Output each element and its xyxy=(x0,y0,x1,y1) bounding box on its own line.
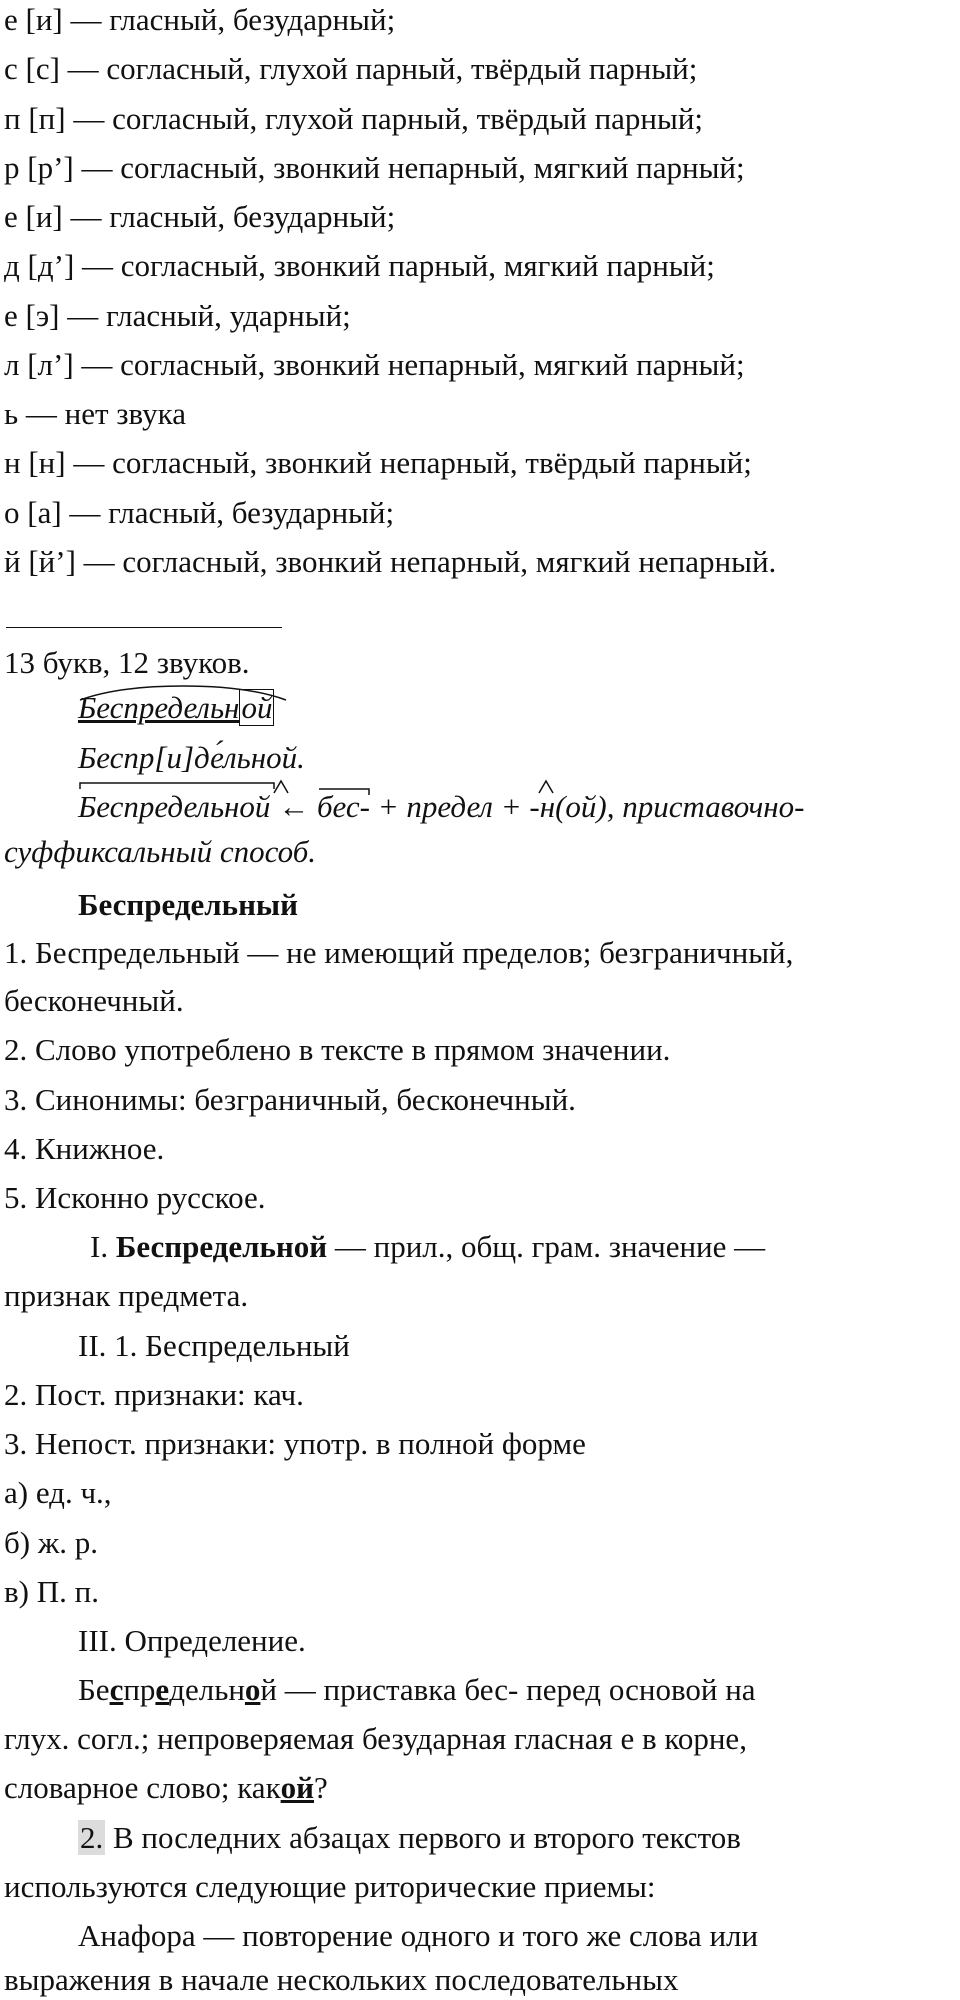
lexical-line: 2. Слово употреблено в тексте в прямом значении. xyxy=(4,1032,671,1067)
stem-text: Беспредельн xyxy=(78,690,240,725)
phonetic-line: н [н] — согласный, звонкий непарный, твёрдый парный; xyxy=(4,445,752,480)
task2-line: используются следующие риторические приемы: xyxy=(4,1869,656,1904)
morph-iii-line: III. Определение. xyxy=(78,1623,306,1658)
stem-arc-icon xyxy=(78,684,288,702)
morph-line: б) ж. р. xyxy=(4,1525,99,1560)
phonetic-line: л [л’] — согласный, звонкий непарный, мягкий парный; xyxy=(4,347,745,382)
morphemic-breakdown xyxy=(78,688,274,728)
morph-i-line: I. Беспредельной — прил., общ. грам. значение — xyxy=(90,1229,766,1264)
orthogram-letter: е xyxy=(155,1672,170,1707)
morph-line: в) П. п. xyxy=(4,1574,99,1609)
orthogram-letter: с xyxy=(109,1672,124,1707)
root-text: предел xyxy=(406,789,493,824)
lexical-line: 1. Беспредельный — не имеющий пределов; безграничный, xyxy=(4,935,794,970)
task2-line: 2. В последних абзацах первого и второго текстов xyxy=(80,1820,741,1855)
lexical-line: 5. Исконно русское. xyxy=(4,1180,266,1215)
phonetic-line: ь — нет звука xyxy=(4,396,186,431)
phonetic-line: й [й’] — согласный, звонкий непарный, мягкий непарный. xyxy=(4,544,777,579)
task2-line: Анафора — повторение одного и того же слова или xyxy=(78,1918,759,1953)
ending-text: ой xyxy=(241,690,273,725)
orthogram-ending: ой xyxy=(280,1770,314,1805)
phonetic-line: с [с] — согласный, глухой парный, твёрдый парный; xyxy=(4,51,698,86)
morph-line: 2. Пост. признаки: кач. xyxy=(4,1377,304,1412)
prefix-bar-icon xyxy=(317,785,377,805)
morph-ii-line: II. 1. Беспредельный xyxy=(78,1328,350,1363)
arrow-glyph: ← xyxy=(278,789,310,824)
phonetic-line: д [д’] — согласный, звонкий парный, мягкий парный; xyxy=(4,248,715,283)
phonetic-line: о [а] — гласный, безударный; xyxy=(4,495,395,530)
lexical-line: 4. Книжное. xyxy=(4,1131,165,1166)
morph-line: 3. Непост. признаки: употр. в полной форме xyxy=(4,1426,586,1461)
prefix-mark: бес- xyxy=(317,787,370,827)
orthogram-letter: о xyxy=(244,1672,261,1707)
stem-mark xyxy=(78,688,239,728)
separator-rule xyxy=(6,627,282,628)
letter-sound-count: 13 букв, 12 звуков. xyxy=(4,645,250,680)
pronunciation-part: Беспр[и]де xyxy=(78,740,224,775)
formation-word: Беспредельной xyxy=(78,787,270,827)
lexical-line: бесконечный. xyxy=(4,983,184,1018)
orthogram-line: Беспредельной — приставка бес- перед основой на xyxy=(78,1672,756,1707)
pronunciation-part: льной. xyxy=(223,740,305,775)
phonetic-line: п [п] — согласный, глухой парный, твёрдый парный; xyxy=(4,101,704,136)
task2-line: выражения в начале нескольких последовательных xyxy=(4,1962,679,1997)
word-formation: Беспредельной ← бес- + предел + -н(ой), приставочно- xyxy=(78,787,805,827)
phonetic-line: е [и] — гласный, безударный; xyxy=(4,2,396,37)
formation-marks-icon xyxy=(78,769,328,809)
word-formation-cont: суффиксальный способ. xyxy=(4,834,317,869)
morph-line: а) ед. ч., xyxy=(4,1475,112,1510)
phonetic-line: е [э] — гласный, ударный; xyxy=(4,298,351,333)
morph-word: Беспредельной xyxy=(115,1229,328,1264)
suffix-caret-icon xyxy=(533,777,563,797)
suffix-mark: -н(ой), приставочно- xyxy=(529,787,804,827)
phonetic-line: р [р’] — согласный, звонкий непарный, мягкий парный; xyxy=(4,150,745,185)
orthogram-line: глух. согл.; непроверяемая безударная гласная е в корне, xyxy=(4,1721,747,1756)
morph-line: признак предмета. xyxy=(4,1278,249,1313)
task-number: 2. xyxy=(80,1820,104,1855)
orthogram-line: словарное слово; какой? xyxy=(4,1770,328,1805)
lexical-line: 3. Синонимы: безграничный, бесконечный. xyxy=(4,1082,576,1117)
lexical-heading: Беспредельный xyxy=(78,887,298,922)
phonetic-line: е [и] — гласный, безударный; xyxy=(4,199,396,234)
